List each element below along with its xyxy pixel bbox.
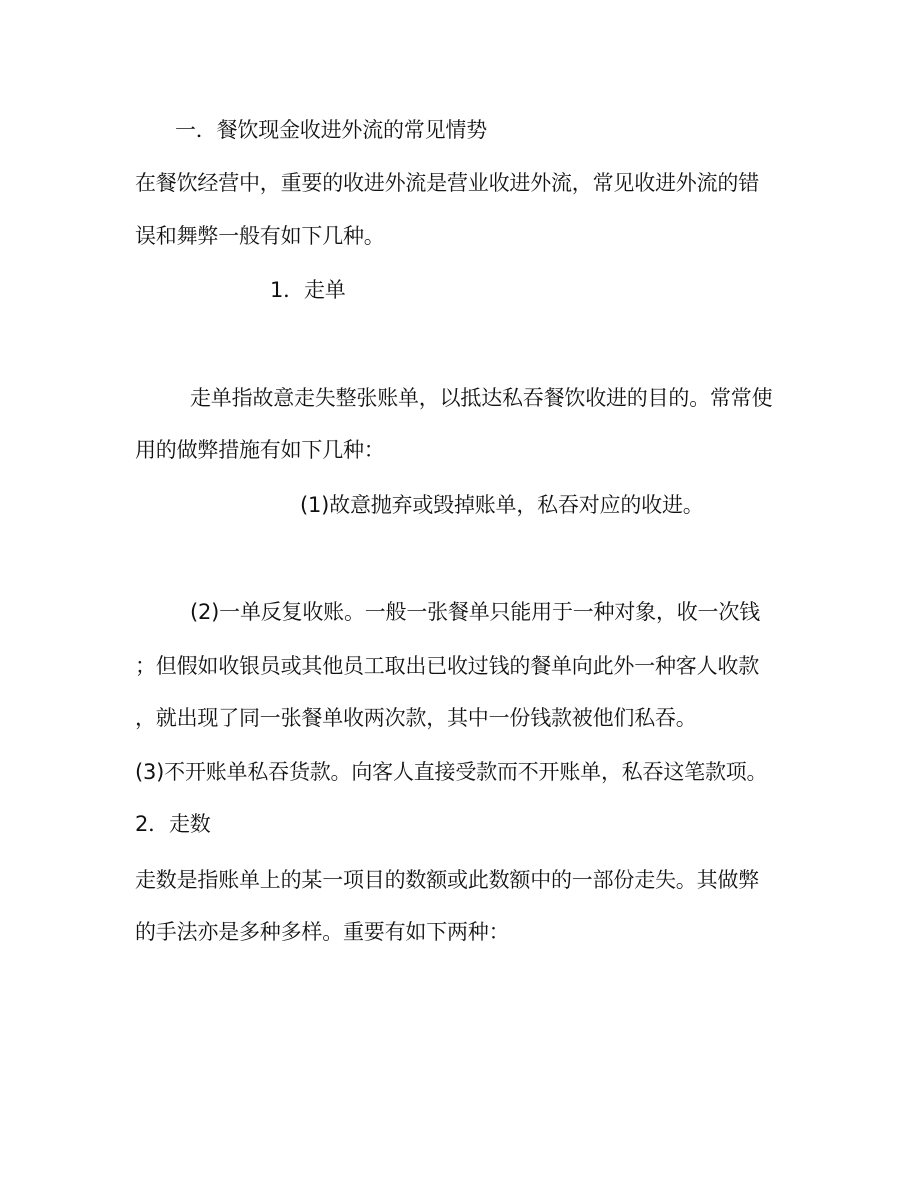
paragraph-line: 在餐饮经营中，重要的收进外流是营业收进外流，常见收进外流的错 (135, 171, 759, 195)
paragraph-line: 的手法亦是多种多样。重要有如下两种： (135, 920, 510, 944)
paragraph-line: 用的做弊措施有如下几种： (135, 438, 385, 462)
paragraph-line: 走单指故意走失整张账单，以抵达私吞餐饮收进的目的。常常使 (190, 386, 773, 410)
list-item: (1)故意抛弃或毁掉账单，私吞对应的收进。 (300, 493, 704, 517)
paragraph-line: 误和舞弊一般有如下几种。 (135, 224, 385, 248)
paragraph-line: ；但假如收银员或其他员工取出已收过钱的餐单向此外一种客人收款 (135, 654, 759, 678)
list-item: (3)不开账单私吞货款。向客人直接受款而不开账单，私吞这笔款项。 (135, 760, 768, 784)
paragraph-line: ，就出现了同一张餐单收两次款，其中一份钱款被他们私吞。 (135, 706, 697, 730)
section-heading: 一．餐饮现金收进外流的常见情势 (175, 118, 487, 142)
paragraph-line: 走数是指账单上的某一项目的数额或此数额中的一部份走失。其做弊 (135, 868, 759, 892)
list-item: (2)一单反复收账。一般一张餐单只能用于一种对象，收一次钱 (190, 600, 760, 624)
subheading: 2．走数 (135, 812, 211, 836)
subheading: 1．走单 (270, 278, 346, 302)
